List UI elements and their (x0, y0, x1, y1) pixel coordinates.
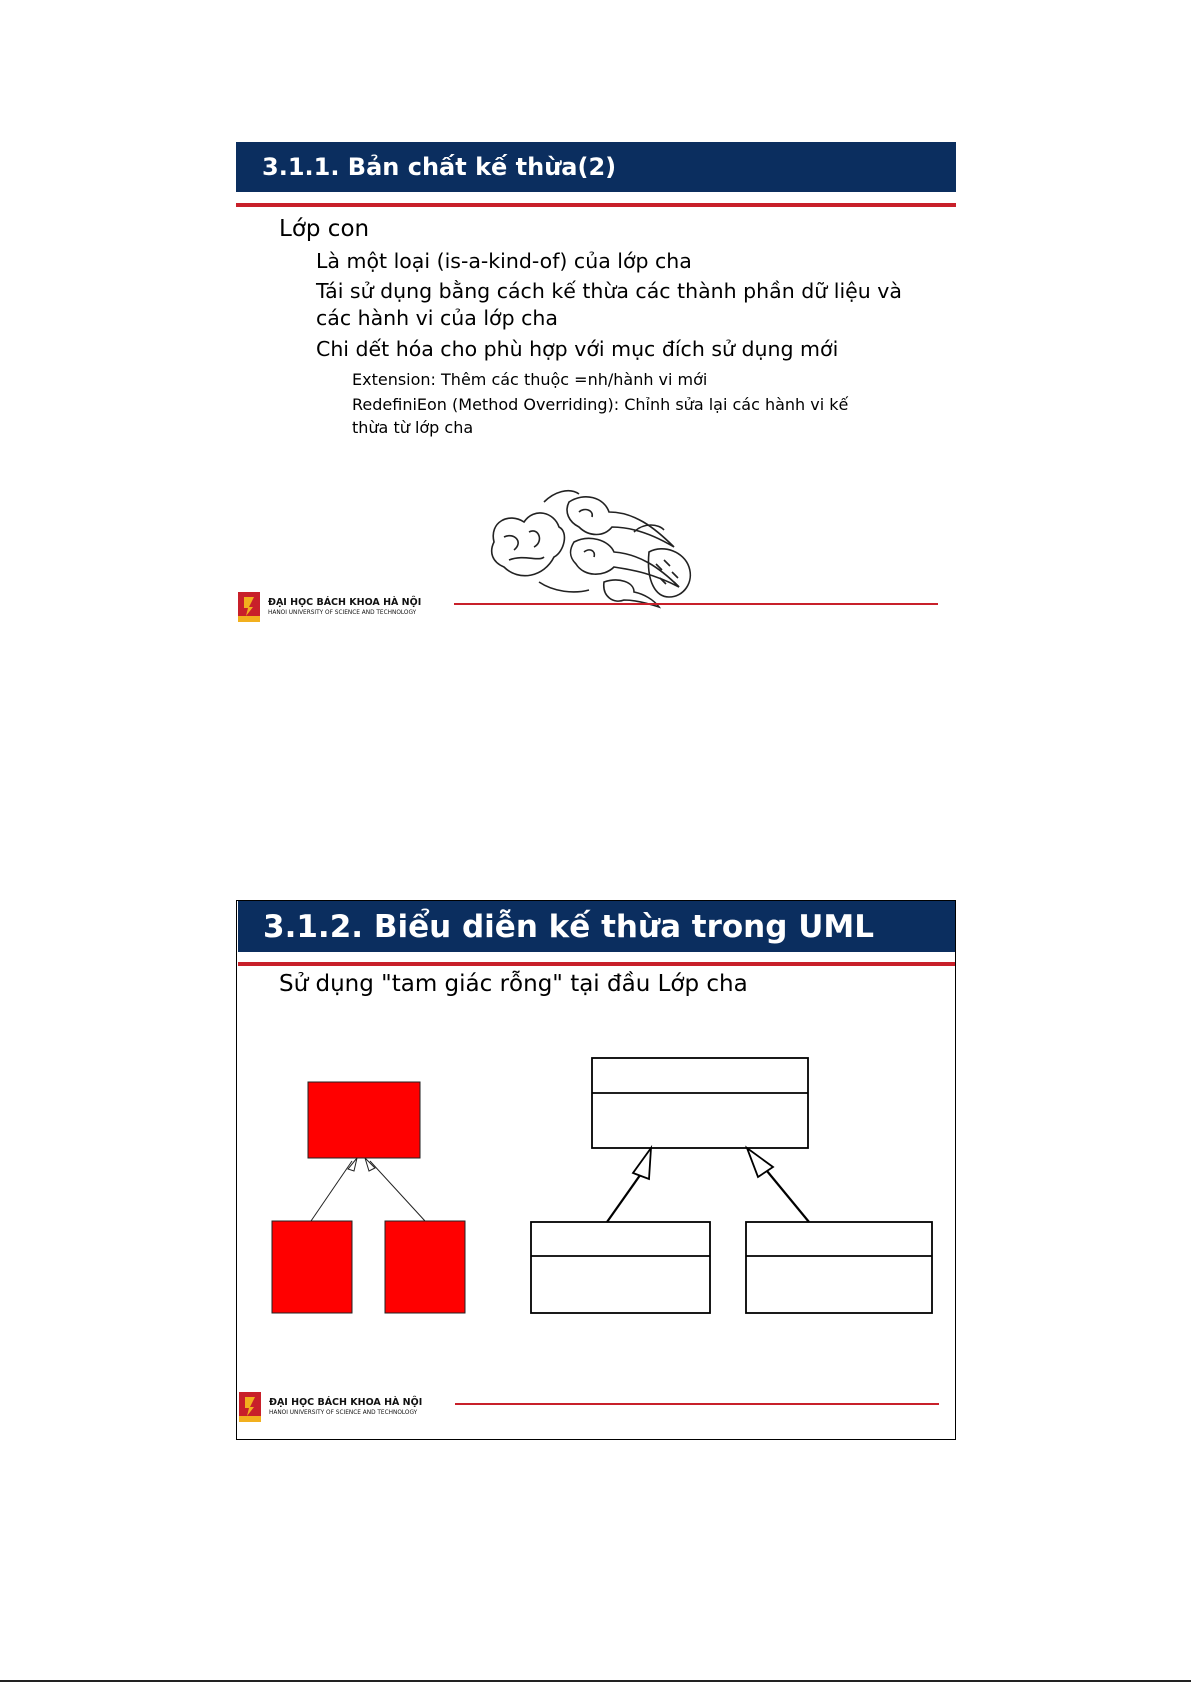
inheritance-illustration (484, 482, 704, 612)
child-class-box-left (272, 1221, 352, 1313)
uml-inheritance-line-left (607, 1171, 643, 1222)
footer-rule (454, 603, 938, 605)
inheritance-line-right (370, 1161, 425, 1221)
slide-inheritance-nature (236, 142, 956, 682)
sub-bullet-1: Extension: Thêm các thuộc =nh/hành vi mới (352, 370, 708, 389)
uml-hollow-triangle-left (633, 1148, 651, 1179)
slide-uml-inheritance (236, 900, 956, 1440)
uml-inheritance-line-right (767, 1171, 809, 1222)
slide-title: 3.1.1. Bản chất kế thừa(2) (236, 142, 956, 192)
bullet-2-cont: các hành vi của lớp cha (316, 306, 558, 330)
heading: Lớp con (279, 216, 370, 242)
uml-child-class-left (531, 1222, 710, 1313)
footer-university-name: ĐẠI HỌC BÁCH KHOA HÀ NỘI (269, 1397, 423, 1408)
footer-rule (455, 1403, 939, 1405)
footer-university-name: ĐẠI HỌC BÁCH KHOA HÀ NỘI (268, 597, 422, 608)
university-logo-icon (239, 1392, 261, 1422)
parent-class-box (308, 1082, 420, 1158)
uml-parent-class (592, 1058, 808, 1148)
uml-hierarchy (531, 1058, 932, 1313)
slide-title: 3.1.2. Biểu diễn kế thừa trong UML (238, 901, 955, 952)
title-underline (236, 203, 956, 207)
inheritance-line-left (311, 1161, 352, 1221)
red-hierarchy (272, 1082, 465, 1313)
bullet-3: Chi dết hóa cho phù hợp với mục đích sử dụng mới (316, 337, 839, 361)
bullet-1: Là một loại (is-a-kind-of) của lớp cha (316, 249, 692, 273)
heading: Sử dụng "tam giác rỗng" tại đầu Lớp cha (279, 971, 748, 997)
sub-bullet-2: RedefiniEon (Method Overriding): Chỉnh sửa lại các hành vi kế (352, 395, 849, 414)
footer-university-sub: HANOI UNIVERSITY OF SCIENCE AND TECHNOLOGY (268, 610, 417, 616)
child-class-box-right (385, 1221, 465, 1313)
university-logo-icon (238, 592, 260, 622)
page-bottom-border (0, 1680, 1191, 1682)
bullet-2: Tái sử dụng bằng cách kế thừa các thành phần dữ liệu và (316, 279, 902, 303)
footer-university-sub: HANOI UNIVERSITY OF SCIENCE AND TECHNOLOGY (269, 1410, 418, 1416)
uml-inheritance-diagram (237, 901, 955, 1441)
uml-child-class-right (746, 1222, 932, 1313)
sub-bullet-2-cont: thừa từ lớp cha (352, 418, 474, 437)
